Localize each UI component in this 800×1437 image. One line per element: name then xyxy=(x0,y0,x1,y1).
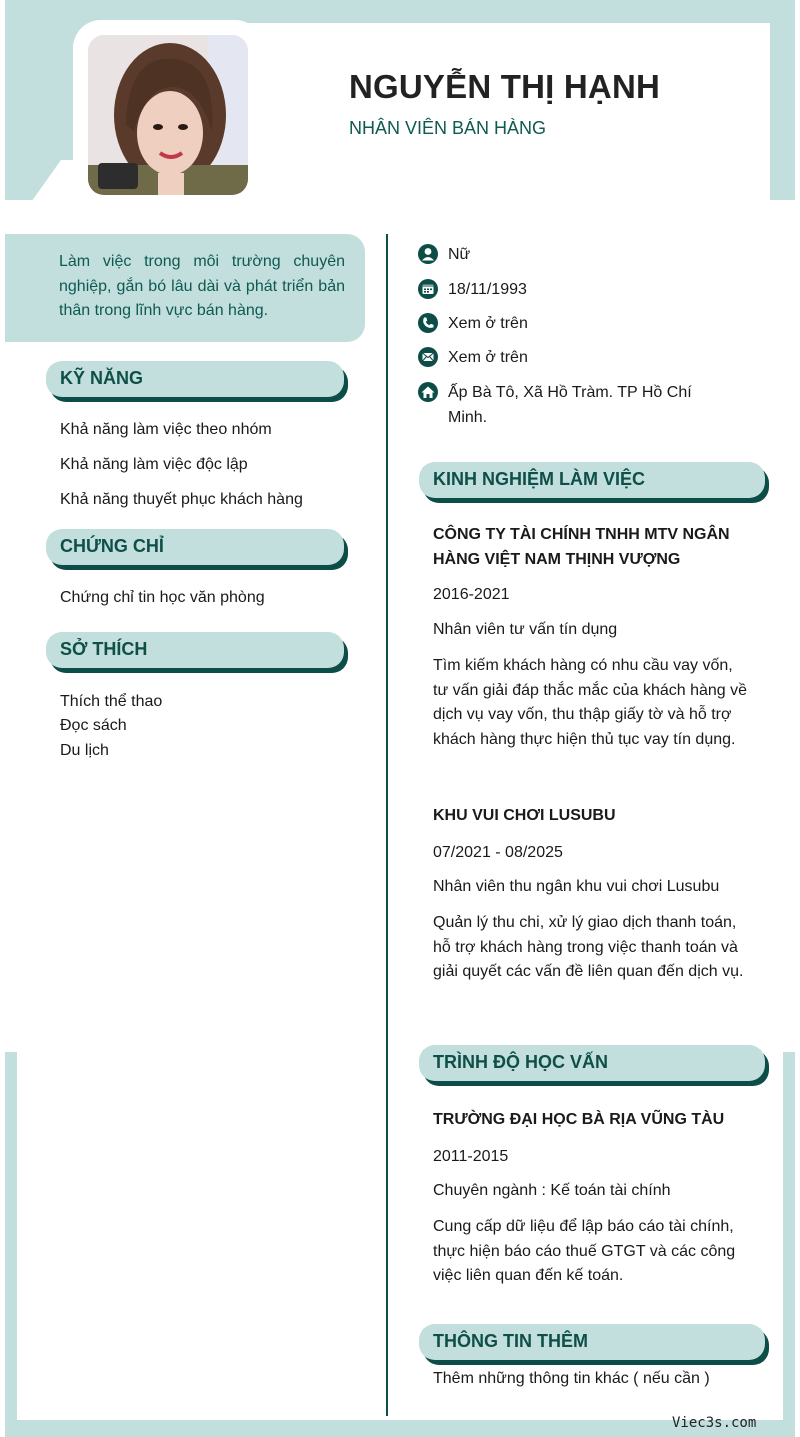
calendar-icon xyxy=(418,279,438,299)
contact-phone: Xem ở trên xyxy=(418,312,528,337)
education-description: Cung cấp dữ liệu để lập báo cáo tài chính, thực hiện báo cáo thuế GTGT và các công việc liên quan đến kế toán. xyxy=(433,1218,736,1284)
header-panel xyxy=(240,23,770,208)
job-period: 07/2021 - 08/2025 xyxy=(433,844,563,861)
additional-info-heading: THÔNG TIN THÊM xyxy=(419,1324,765,1360)
job-company: CÔNG TY TÀI CHÍNH TNHH MTV NGÂN HÀNG VIỆT NAM THỊNH VƯỢNG xyxy=(433,526,730,568)
hobby-item: Du lịch xyxy=(60,742,109,759)
career-objective: Làm việc trong môi trường chuyên nghiệp, gắn bó lâu dài và phát triển bản thân trong lĩnh vực bán hàng. xyxy=(5,234,365,342)
column-divider xyxy=(386,234,388,1416)
contact-email: Xem ở trên xyxy=(418,346,528,371)
avatar xyxy=(88,35,248,195)
hobbies-heading: SỞ THÍCH xyxy=(46,632,344,668)
email-icon xyxy=(418,347,438,367)
contact-gender: Nữ xyxy=(418,243,470,268)
hobby-item: Đọc sách xyxy=(60,717,127,734)
education-period: 2011-2015 xyxy=(433,1148,509,1165)
job-period: 2016-2021 xyxy=(433,586,510,603)
job-position: Nhân viên tư vấn tín dụng xyxy=(433,621,618,638)
watermark: Viec3s.com xyxy=(672,1415,757,1431)
user-icon xyxy=(418,244,438,264)
certificates-heading: CHỨNG CHỈ xyxy=(46,529,344,565)
education-heading: TRÌNH ĐỘ HỌC VẤN xyxy=(419,1045,765,1081)
job-title: NHÂN VIÊN BÁN HÀNG xyxy=(349,118,547,138)
contact-address: Ấp Bà Tô, Xã Hồ Tràm. TP Hồ Chí Minh. xyxy=(418,381,718,430)
certificate-item: Chứng chỉ tin học văn phòng xyxy=(60,589,265,606)
skill-item: Khả năng thuyết phục khách hàng xyxy=(60,491,303,508)
job-description: Tìm kiếm khách hàng có nhu cầu vay vốn, tư vấn giải đáp thắc mắc của khách hàng về dịch vụ vay vốn, thu thập giấy tờ và hỗ trợ khách hàng thực hiện thủ tục vay tín dụng. xyxy=(433,657,748,748)
school-name: TRƯỜNG ĐẠI HỌC BÀ RỊA VŨNG TÀU xyxy=(433,1111,725,1128)
candidate-name: NGUYỄN THỊ HẠNH xyxy=(349,68,661,105)
additional-info-text: Thêm những thông tin khác ( nếu cần ) xyxy=(433,1370,710,1387)
skill-item: Khả năng làm việc độc lập xyxy=(60,456,248,473)
hobby-item: Thích thể thao xyxy=(60,693,163,710)
phone-icon xyxy=(418,313,438,333)
education-major: Chuyên ngành : Kế toán tài chính xyxy=(433,1182,671,1199)
job-company: KHU VUI CHƠI LUSUBU xyxy=(433,807,616,824)
experience-heading: KINH NGHIỆM LÀM VIỆC xyxy=(419,462,765,498)
home-icon xyxy=(418,382,438,402)
contact-birthday: 18/11/1993 xyxy=(418,278,527,303)
job-description: Quản lý thu chi, xử lý giao dịch thanh toán, hỗ trợ khách hàng trong việc thanh toán và giải quyết các vấn đề liên quan đến dịch vụ. xyxy=(433,914,744,980)
skills-heading: KỸ NĂNG xyxy=(46,361,344,397)
job-position: Nhân viên thu ngân khu vui chơi Lusubu xyxy=(433,878,720,895)
skill-item: Khả năng làm việc theo nhóm xyxy=(60,421,272,438)
